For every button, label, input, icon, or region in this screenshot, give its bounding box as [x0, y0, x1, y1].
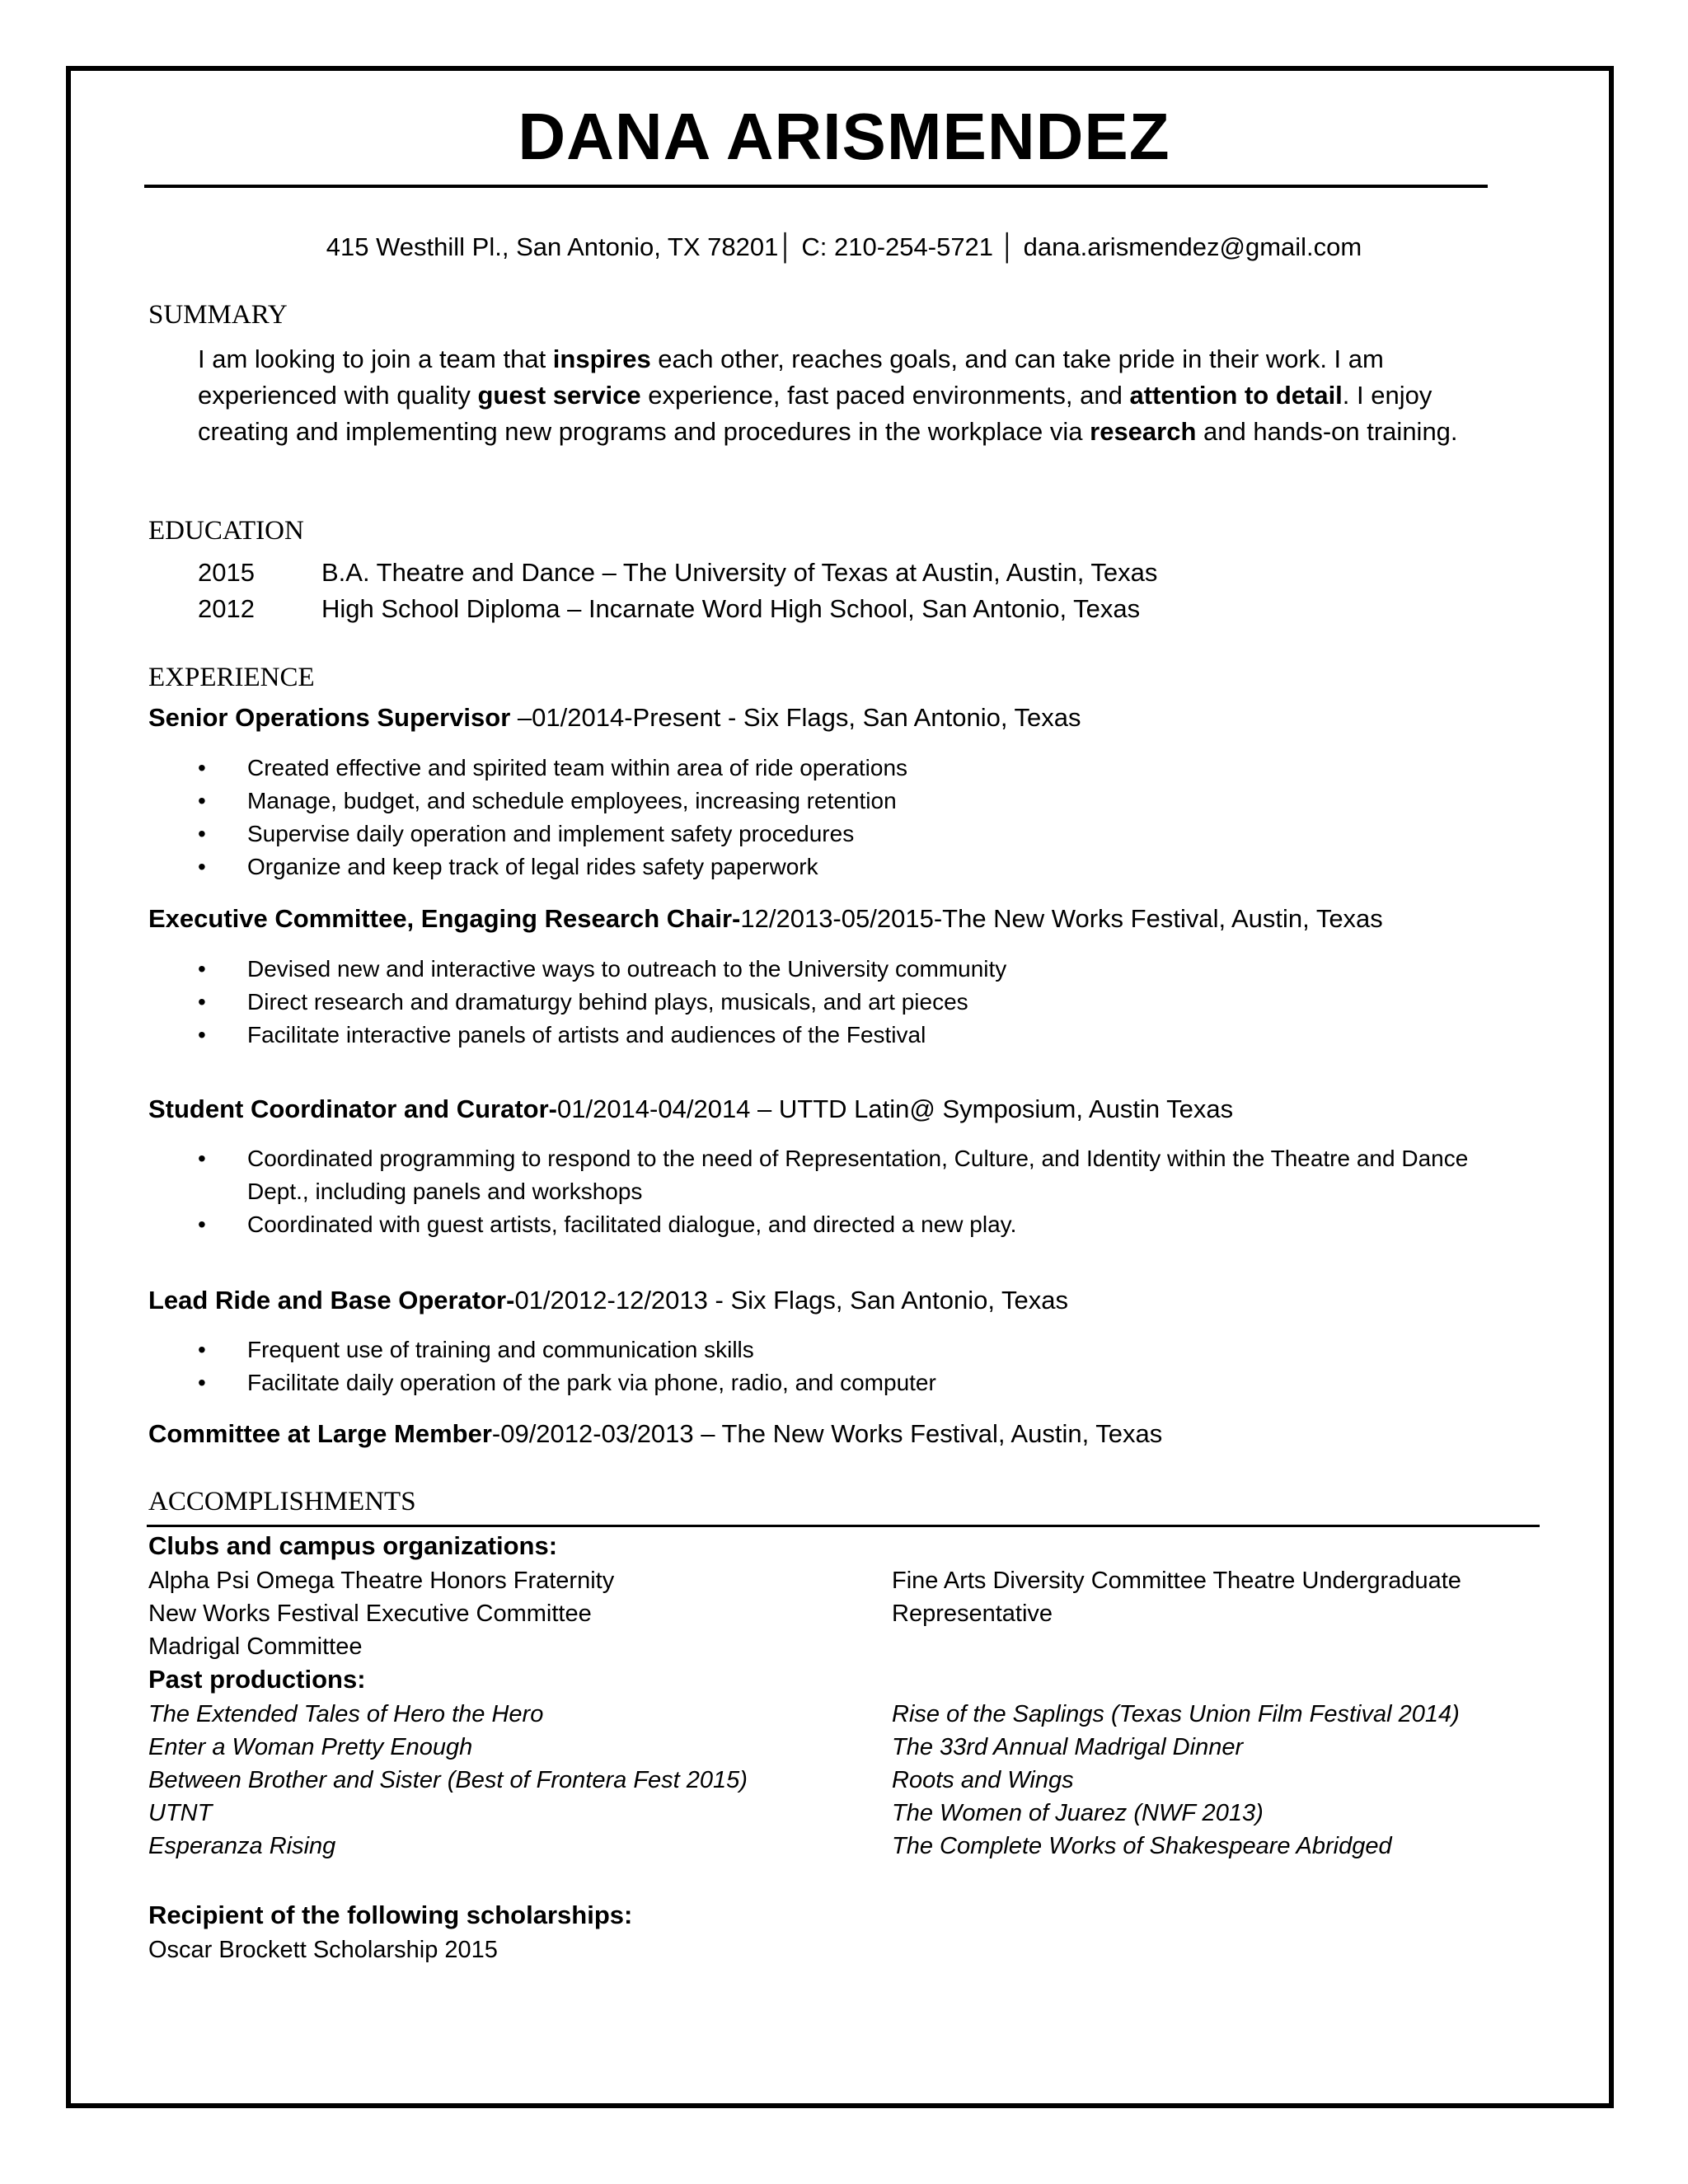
bullet-item [198, 953, 1533, 986]
job-header [148, 1094, 1233, 1124]
education-year: 2015 [198, 558, 255, 587]
experience-heading: EXPERIENCE [148, 663, 315, 692]
production-item: The Women of Juarez (NWF 2013) [892, 1800, 1264, 1826]
bullet-dot: • [198, 1337, 206, 1362]
job-header [148, 904, 1383, 934]
job-header [148, 1286, 1068, 1315]
contact-separator: │ [1000, 232, 1017, 261]
summary-part: . I enjoy creating and implementing new programs and procedures in the workplace via [198, 381, 1432, 446]
productions-left-column [148, 1698, 748, 1863]
summary-part: each other, reaches goals, and can take pride in their work. I am experienced with quality [198, 344, 1384, 410]
productions-right-column [892, 1698, 1460, 1863]
club-item: Alpha Psi Omega Theatre Honors Fraternity [148, 1568, 615, 1594]
bullet-item [198, 818, 1533, 851]
job-title: Student Coordinator and Curator- [148, 1094, 557, 1123]
education-heading: EDUCATION [148, 516, 304, 546]
bullet-text: Created effective and spirited team within area of ride operations [247, 755, 908, 780]
summary-emphasis: inspires [552, 344, 651, 373]
education-item [198, 558, 1157, 588]
bullet-item [198, 1366, 1533, 1399]
job-title: Senior Operations Supervisor [148, 703, 511, 732]
production-item: Enter a Woman Pretty Enough [148, 1734, 473, 1760]
bullet-text: Frequent use of training and communication skills [247, 1337, 754, 1362]
job-details: –01/2014-Present - Six Flags, San Antonio, Texas [510, 703, 1081, 732]
club-item: New Works Festival Executive Committee [148, 1601, 592, 1627]
job-header [148, 703, 1081, 733]
bullet-text: Coordinated programming to respond to the need of Representation, Culture, and Identity within the Theatre and Dance Dept., including panels and workshops [247, 1146, 1469, 1204]
bullet-text: Direct research and dramaturgy behind plays, musicals, and art pieces [247, 989, 968, 1015]
production-item: Roots and Wings [892, 1767, 1074, 1793]
production-item: The Extended Tales of Hero the Hero [148, 1701, 544, 1727]
clubs-left-column [148, 1564, 614, 1663]
bullet-dot: • [198, 1370, 206, 1395]
bullet-dot: • [198, 1212, 206, 1237]
job-title: Executive Committee, Engaging Research Chair- [148, 904, 741, 933]
summary-emphasis: guest service [477, 381, 641, 410]
education-text: B.A. Theatre and Dance – The University of Texas at Austin, Austin, Texas [321, 558, 1158, 587]
summary-part: and hands-on training. [1196, 417, 1458, 446]
contact-line [0, 232, 1688, 262]
bullet-dot: • [198, 821, 206, 846]
bullet-item [198, 785, 1533, 818]
summary-heading: SUMMARY [148, 300, 288, 330]
production-item: The 33rd Annual Madrigal Dinner [892, 1734, 1244, 1760]
education-year: 2012 [198, 594, 255, 623]
bullet-dot: • [198, 989, 206, 1015]
club-item: Representative [892, 1601, 1053, 1627]
bullet-dot: • [198, 1022, 206, 1047]
bullet-dot: • [198, 788, 206, 813]
production-item: The Complete Works of Shakespeare Abridged [892, 1833, 1392, 1859]
bullet-text: Facilitate interactive panels of artists and audiences of the Festival [247, 1022, 926, 1047]
job-bullets [198, 953, 1533, 1052]
job-header [148, 1419, 1162, 1449]
contact-separator: │ [778, 232, 795, 261]
education-item [198, 594, 1140, 624]
education-text: High School Diploma – Incarnate Word High School, San Antonio, Texas [321, 594, 1141, 623]
job-details: 01/2012-12/2013 - Six Flags, San Antonio, Texas [514, 1286, 1068, 1315]
job-bullets [198, 1142, 1533, 1241]
resume-name: DANA ARISMENDEZ [518, 100, 1170, 173]
bullet-item [198, 1142, 1533, 1208]
bullet-text: Manage, budget, and schedule employees, increasing retention [247, 788, 897, 813]
bullet-item [198, 1019, 1533, 1052]
production-item: UTNT [148, 1800, 213, 1826]
summary-emphasis: attention to detail [1129, 381, 1343, 410]
accomplishments-rule [147, 1525, 1540, 1527]
production-item: Between Brother and Sister (Best of Frontera Fest 2015) [148, 1767, 748, 1793]
contact-address: 415 Westhill Pl., San Antonio, TX 78201 [326, 232, 779, 261]
bullet-item [198, 1333, 1533, 1366]
bullet-dot: • [198, 755, 206, 780]
summary-part: experience, fast paced environments, and [640, 381, 1130, 410]
job-details: 01/2014-04/2014 – UTTD Latin@ Symposium, Austin Texas [556, 1094, 1234, 1123]
scholarship-item: Oscar Brockett Scholarship 2015 [148, 1937, 498, 1963]
job-bullets [198, 752, 1533, 883]
scholarships-list [148, 1933, 498, 1966]
scholarships-heading: Recipient of the following scholarships: [148, 1900, 633, 1929]
job-title: Lead Ride and Base Operator- [148, 1286, 515, 1315]
production-item: Esperanza Rising [148, 1833, 336, 1859]
bullet-text: Coordinated with guest artists, facilitated dialogue, and directed a new play. [247, 1212, 1017, 1237]
summary-emphasis: research [1090, 417, 1197, 446]
bullet-text: Supervise daily operation and implement safety procedures [247, 821, 855, 846]
bullet-dot: • [198, 854, 206, 879]
bullet-dot: • [198, 1146, 206, 1171]
bullet-item [198, 851, 1533, 883]
bullet-text: Devised new and interactive ways to outreach to the University community [247, 956, 1007, 982]
job-details: 12/2013-05/2015-The New Works Festival, Austin, Texas [740, 904, 1383, 933]
club-item: Madrigal Committee [148, 1633, 363, 1660]
job-title: Committee at Large Member [148, 1419, 492, 1448]
accomplishments-heading: ACCOMPLISHMENTS [148, 1487, 416, 1516]
summary-text [198, 341, 1484, 450]
clubs-right-column [892, 1564, 1461, 1630]
clubs-heading: Clubs and campus organizations: [148, 1531, 558, 1560]
productions-heading: Past productions: [148, 1665, 366, 1694]
bullet-dot: • [198, 956, 206, 982]
bullet-item [198, 1208, 1533, 1241]
job-bullets [198, 1333, 1533, 1399]
summary-part: I am looking to join a team that [198, 344, 553, 373]
bullet-text: Facilitate daily operation of the park via phone, radio, and computer [247, 1370, 936, 1395]
name-underline [144, 185, 1488, 188]
contact-phone: C: 210-254-5721 [801, 232, 994, 261]
job-details: -09/2012-03/2013 – The New Works Festival, Austin, Texas [491, 1419, 1163, 1448]
bullet-item [198, 986, 1533, 1019]
production-item: Rise of the Saplings (Texas Union Film Festival 2014) [892, 1701, 1460, 1727]
contact-email: dana.arismendez@gmail.com [1023, 232, 1362, 261]
bullet-item [198, 752, 1533, 785]
bullet-text: Organize and keep track of legal rides safety paperwork [247, 854, 818, 879]
club-item: Fine Arts Diversity Committee Theatre Undergraduate [892, 1568, 1461, 1594]
